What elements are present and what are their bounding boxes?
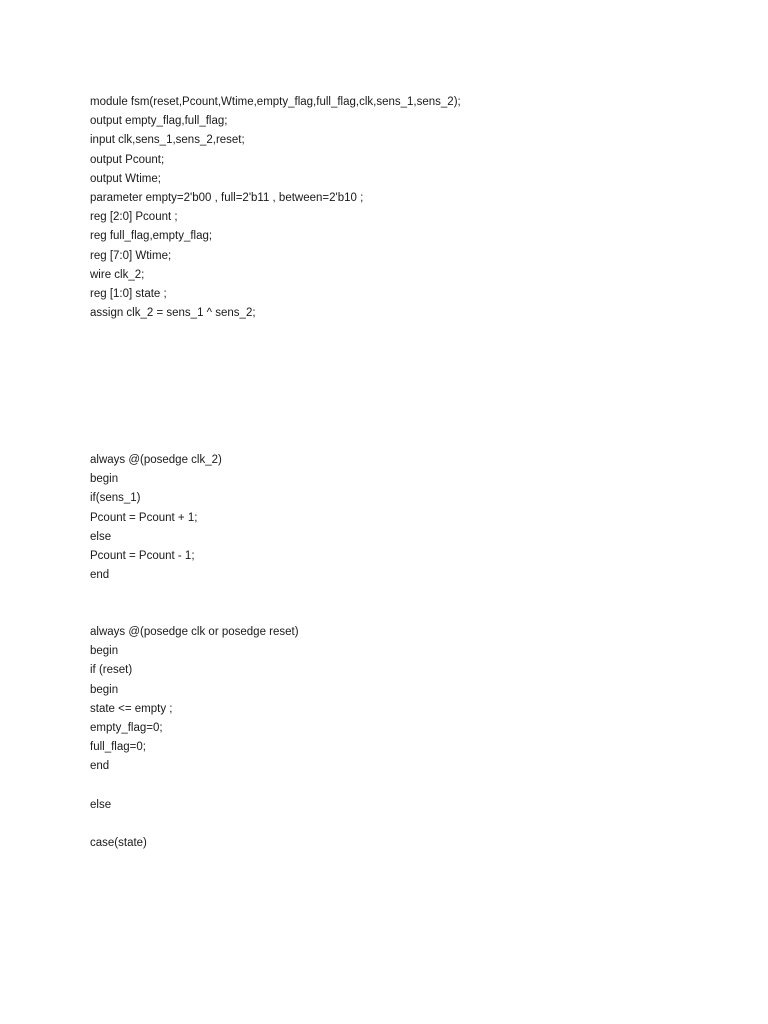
code-line: output Pcount;: [90, 153, 165, 166]
code-line: begin: [90, 683, 119, 696]
always-counter-block: [90, 451, 222, 585]
code-line: always @(posedge clk or posedge reset): [90, 626, 299, 638]
code-line: else: [90, 798, 112, 811]
code-line: end: [90, 569, 110, 582]
code-line: begin: [90, 473, 119, 486]
code-line: full_flag=0;: [90, 741, 146, 754]
code-line: always @(posedge clk_2): [90, 454, 222, 466]
code-line: else: [90, 530, 112, 543]
code-line: state <= empty ;: [90, 702, 173, 715]
code-line: reg [1:0] state ;: [90, 287, 167, 300]
code-line: reg [2:0] Pcount ;: [90, 211, 178, 224]
code-line: reg full_flag,empty_flag;: [90, 230, 213, 243]
blank-line: [90, 777, 299, 796]
module-declarations: [90, 93, 461, 323]
code-line: output empty_flag,full_flag;: [90, 115, 228, 128]
code-line: wire clk_2;: [90, 268, 145, 281]
code-line: if (reset): [90, 664, 133, 677]
code-line: assign clk_2 = sens_1 ^ sens_2;: [90, 307, 256, 320]
blank-line: [90, 815, 299, 834]
always-fsm-block: [90, 623, 299, 853]
code-line: module fsm(reset,Pcount,Wtime,empty_flag,full_flag,clk,sens_1,sens_2);: [90, 96, 461, 108]
code-line: if(sens_1): [90, 492, 141, 505]
code-line: input clk,sens_1,sens_2,reset;: [90, 134, 245, 147]
code-line: reg [7:0] Wtime;: [90, 249, 172, 262]
code-line: Pcount = Pcount - 1;: [90, 549, 195, 562]
code-line: case(state): [90, 837, 147, 850]
code-line: output Wtime;: [90, 172, 161, 185]
code-line: begin: [90, 645, 119, 658]
code-line: Pcount = Pcount + 1;: [90, 511, 198, 524]
code-line: empty_flag=0;: [90, 721, 163, 734]
code-line: parameter empty=2'b00 , full=2'b11 , between=2'b10 ;: [90, 191, 364, 204]
code-line: end: [90, 760, 110, 773]
